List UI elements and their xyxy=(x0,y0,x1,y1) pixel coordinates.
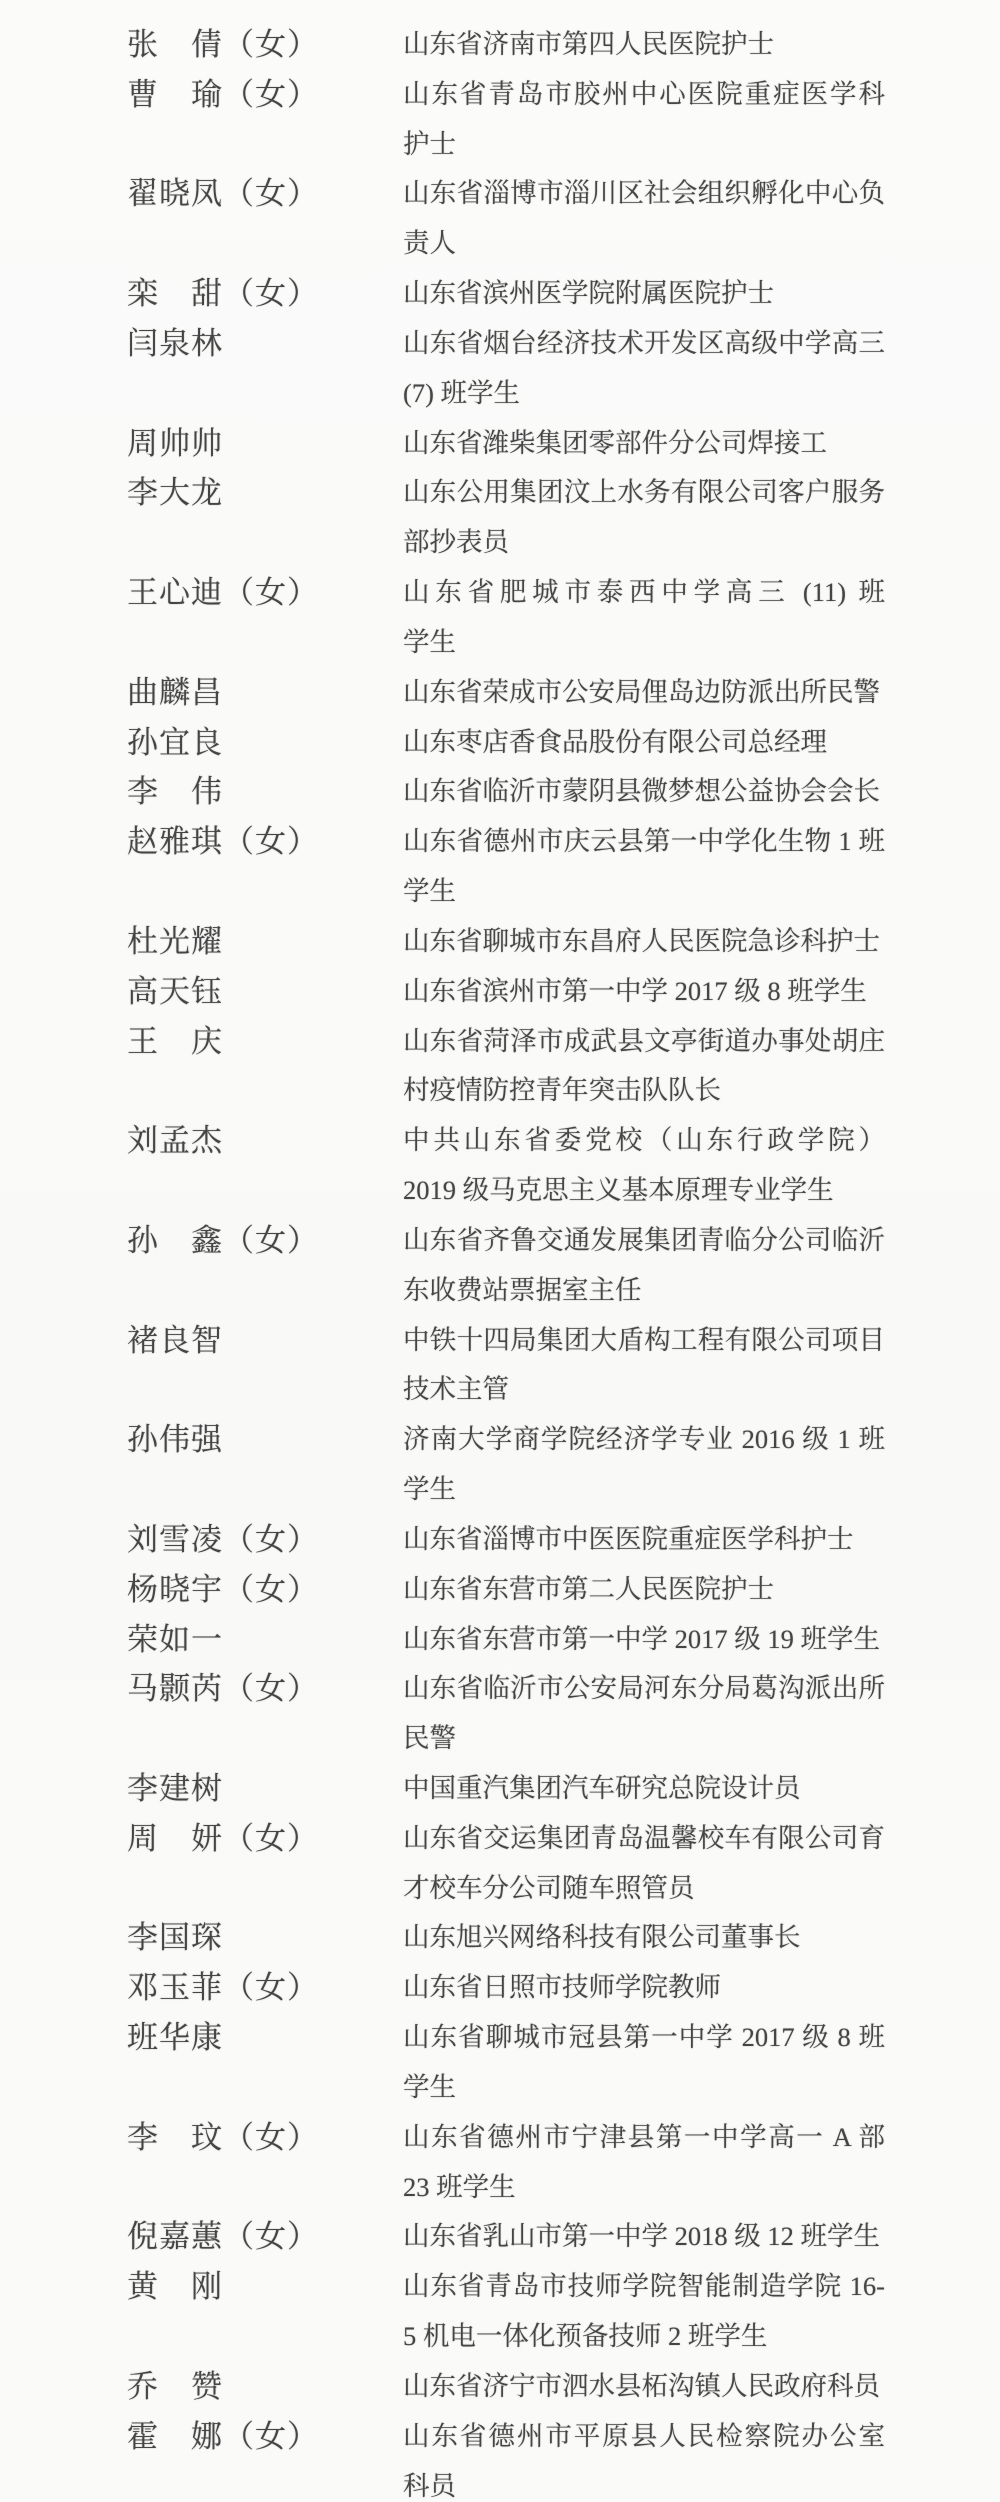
person-name: 褚良智 xyxy=(127,1322,223,1358)
desc-line: 山东省济南市第四人民医院护士 xyxy=(403,29,774,59)
person-desc xyxy=(403,1664,885,1764)
person-name: 闫泉林 xyxy=(127,325,223,361)
person-entry xyxy=(0,1814,1000,1914)
desc-line: 山东省青岛市胶州中心医院重症医学科 xyxy=(403,78,885,109)
desc-line: 山东省烟台经济技术开发区高级中学高三 xyxy=(403,327,885,358)
person-entry xyxy=(0,2262,1000,2362)
desc-line: 山东公用集团汶上水务有限公司客户服务 xyxy=(403,477,885,508)
person-entry xyxy=(0,817,1000,917)
person-entry xyxy=(0,1116,1000,1216)
desc-line: 中铁十四局集团大盾构工程有限公司项目 xyxy=(403,1324,885,1355)
person-desc xyxy=(403,967,885,1017)
desc-line: 中共山东省委党校（山东行政学院） xyxy=(403,1125,885,1156)
person-name: 杜光耀 xyxy=(127,923,223,959)
desc-line: 山东省肥城市泰西中学高三 (11) 班 xyxy=(403,577,885,608)
person-entry xyxy=(0,1415,1000,1515)
person-entry xyxy=(0,718,1000,768)
person-entry xyxy=(0,1615,1000,1665)
person-entry xyxy=(0,2013,1000,2113)
desc-line: 山东省临沂市蒙阴县微梦想公益协会会长 xyxy=(403,776,880,807)
person-desc xyxy=(403,2013,885,2113)
person-entry xyxy=(0,668,1000,718)
person-name: 周 妍（女） xyxy=(127,1820,319,1856)
person-desc xyxy=(403,1116,885,1216)
person-entry xyxy=(0,568,1000,668)
person-desc xyxy=(403,169,885,269)
desc-line: 山东省交运集团青岛温馨校车有限公司育 xyxy=(403,1822,885,1853)
person-name: 霍 娜（女） xyxy=(127,2418,319,2454)
person-desc xyxy=(403,2412,885,2502)
person-desc xyxy=(403,419,885,469)
person-desc xyxy=(403,767,885,817)
person-name: 孙宜良 xyxy=(127,724,223,760)
person-entry xyxy=(0,1316,1000,1416)
person-entry xyxy=(0,70,1000,170)
person-entry xyxy=(0,2412,1000,2502)
desc-line: 护士 xyxy=(403,128,456,159)
person-entry xyxy=(0,468,1000,568)
person-desc xyxy=(403,1814,885,1914)
person-desc xyxy=(403,70,885,170)
person-name: 周帅帅 xyxy=(127,425,223,461)
desc-line: 山东省东营市第二人民医院护士 xyxy=(403,1573,774,1604)
person-desc xyxy=(403,1913,885,1963)
desc-line: 学生 xyxy=(403,2071,456,2102)
person-name: 赵雅琪（女） xyxy=(127,824,319,860)
person-name: 李大龙 xyxy=(127,475,223,511)
person-name: 王 庆 xyxy=(127,1023,223,1059)
person-desc xyxy=(403,468,885,568)
person-name: 黄 刚 xyxy=(127,2269,223,2305)
person-desc xyxy=(403,2212,885,2262)
desc-line: 山东省荣成市公安局俚岛边防派出所民警 xyxy=(403,676,880,707)
person-desc xyxy=(403,1565,885,1615)
desc-line: 山东省菏泽市成武县文亭街道办事处胡庄 xyxy=(403,1025,885,1056)
person-entry xyxy=(0,2212,1000,2262)
person-name: 王心迪（女） xyxy=(127,575,319,611)
person-entry xyxy=(0,20,1000,70)
desc-line: 山东省临沂市公安局河东分局葛沟派出所 xyxy=(403,1673,885,1704)
person-desc xyxy=(403,20,885,70)
desc-line: 山东旭兴网络科技有限公司董事长 xyxy=(403,1922,801,1953)
desc-line: 东收费站票据室主任 xyxy=(403,1274,642,1305)
person-name: 张 倩（女） xyxy=(127,27,319,62)
person-name: 刘雪凌（女） xyxy=(127,1521,319,1557)
desc-line: 山东省滨州医学院附属医院护士 xyxy=(403,278,774,309)
person-name: 曹 瑜（女） xyxy=(127,76,319,112)
person-desc xyxy=(403,2262,885,2362)
desc-line: 民警 xyxy=(403,1723,456,1754)
person-entry xyxy=(0,2362,1000,2412)
desc-line: 23 班学生 xyxy=(403,2171,516,2202)
person-entry xyxy=(0,2113,1000,2213)
honor-list xyxy=(0,20,1000,2502)
person-desc xyxy=(403,1615,885,1665)
person-name: 刘孟杰 xyxy=(127,1123,223,1159)
person-name: 李 伟 xyxy=(127,774,223,810)
person-name: 李 玟（女） xyxy=(127,2119,319,2155)
desc-line: 山东省日照市技师学院教师 xyxy=(403,1972,721,2003)
person-entry xyxy=(0,1664,1000,1764)
desc-line: (7) 班学生 xyxy=(403,377,521,408)
desc-line: 山东省聊城市冠县第一中学 2017 级 8 班 xyxy=(403,2022,885,2053)
desc-line: 山东省济宁市泗水县柘沟镇人民政府科员 xyxy=(403,2370,880,2401)
desc-line: 山东省淄博市中医医院重症医学科护士 xyxy=(403,1523,854,1554)
person-entry xyxy=(0,1565,1000,1615)
person-desc xyxy=(403,1316,885,1416)
person-name: 杨晓宇（女） xyxy=(127,1571,319,1607)
person-entry xyxy=(0,1764,1000,1814)
person-desc xyxy=(403,2362,885,2412)
desc-line: 中国重汽集团汽车研究总院设计员 xyxy=(403,1772,801,1803)
person-entry xyxy=(0,967,1000,1017)
person-entry xyxy=(0,917,1000,967)
desc-line: 山东省东营市第一中学 2017 级 19 班学生 xyxy=(403,1623,880,1654)
person-desc xyxy=(403,718,885,768)
desc-line: 技术主管 xyxy=(403,1374,509,1405)
person-desc xyxy=(403,1764,885,1814)
desc-line: 5 机电一体化预备技师 2 班学生 xyxy=(403,2321,768,2352)
person-name: 马颢芮（女） xyxy=(127,1671,319,1707)
desc-line: 学生 xyxy=(403,1474,456,1505)
person-entry xyxy=(0,1515,1000,1565)
person-entry xyxy=(0,1963,1000,2013)
person-desc xyxy=(403,817,885,917)
desc-line: 山东省齐鲁交通发展集团青临分公司临沂 xyxy=(403,1224,885,1255)
desc-line: 山东省青岛市技师学院智能制造学院 16- xyxy=(403,2271,885,2302)
person-desc xyxy=(403,1415,885,1515)
desc-line: 山东省聊城市东昌府人民医院急诊科护士 xyxy=(403,925,880,956)
desc-line: 村疫情防控青年突击队队长 xyxy=(403,1075,721,1106)
desc-line: 山东省乳山市第一中学 2018 级 12 班学生 xyxy=(403,2221,880,2252)
desc-line: 才校车分公司随车照管员 xyxy=(403,1872,695,1903)
person-name: 邓玉菲（女） xyxy=(127,1970,319,2006)
person-name: 倪嘉蕙（女） xyxy=(127,2219,319,2255)
desc-line: 济南大学商学院经济学专业 2016 级 1 班 xyxy=(403,1424,885,1455)
desc-line: 责人 xyxy=(403,228,456,259)
desc-line: 山东枣店香食品股份有限公司总经理 xyxy=(403,726,827,757)
person-name: 李国琛 xyxy=(127,1920,223,1956)
person-entry xyxy=(0,1017,1000,1117)
desc-line: 部抄表员 xyxy=(403,527,509,558)
person-entry xyxy=(0,319,1000,419)
person-entry xyxy=(0,767,1000,817)
person-desc xyxy=(403,1963,885,2013)
person-entry xyxy=(0,1216,1000,1316)
person-name: 李建树 xyxy=(127,1770,223,1806)
person-entry xyxy=(0,269,1000,319)
person-name: 栾 甜（女） xyxy=(127,276,319,312)
desc-line: 山东省德州市平原县人民检察院办公室 xyxy=(403,2420,885,2451)
person-name: 孙伟强 xyxy=(127,1422,223,1458)
desc-line: 科员 xyxy=(403,2470,456,2501)
person-desc xyxy=(403,568,885,668)
desc-line: 2019 级马克思主义基本原理专业学生 xyxy=(403,1175,834,1206)
desc-line: 山东省滨州市第一中学 2017 级 8 班学生 xyxy=(403,975,867,1006)
desc-line: 学生 xyxy=(403,626,456,657)
person-desc xyxy=(403,269,885,319)
person-desc xyxy=(403,1017,885,1117)
person-name: 班华康 xyxy=(127,2020,223,2056)
desc-line: 山东省潍柴集团零部件分公司焊接工 xyxy=(403,427,827,458)
person-desc xyxy=(403,917,885,967)
person-desc xyxy=(403,319,885,419)
person-name: 曲麟昌 xyxy=(127,674,223,710)
person-name: 翟晓凤（女） xyxy=(127,176,319,212)
person-desc xyxy=(403,1515,885,1565)
person-desc xyxy=(403,2113,885,2213)
person-name: 高天钰 xyxy=(127,973,223,1009)
desc-line: 山东省德州市宁津县第一中学高一 A 部 xyxy=(403,2121,885,2152)
person-entry xyxy=(0,419,1000,469)
person-desc xyxy=(403,668,885,718)
person-entry xyxy=(0,1913,1000,1963)
person-name: 孙 鑫（女） xyxy=(127,1222,319,1258)
desc-line: 山东省淄博市淄川区社会组织孵化中心负 xyxy=(403,178,885,209)
person-name: 乔 赞 xyxy=(127,2368,223,2404)
person-desc xyxy=(403,1216,885,1316)
desc-line: 学生 xyxy=(403,876,456,907)
desc-line: 山东省德州市庆云县第一中学化生物 1 班 xyxy=(403,826,885,857)
person-name: 荣如一 xyxy=(127,1621,223,1657)
person-entry xyxy=(0,169,1000,269)
